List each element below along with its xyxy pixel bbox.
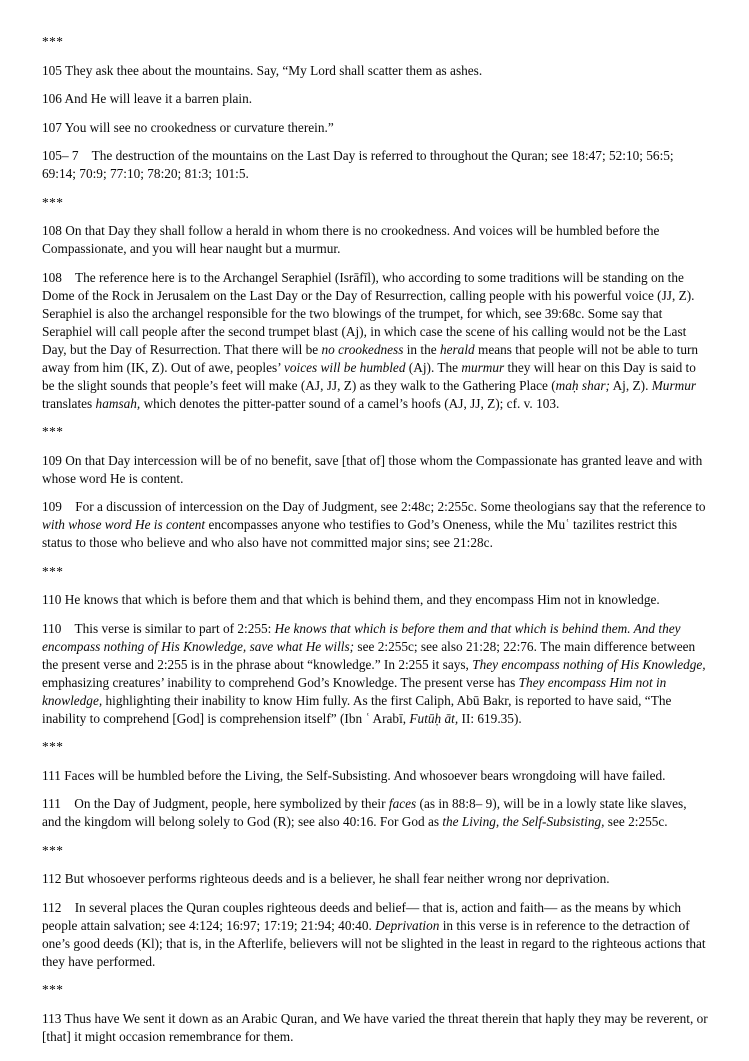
- text-run: 112 But whosoever performs righteous deeds and is a believer, he shall fear neither wrong nor deprivation.: [42, 871, 610, 886]
- text-run: 105– 7 The destruction of the mountains on the Last Day is referred to throughout the Quran; see 18:47; 52:10; 56:5; 69:14; 70:9; 77:10; 78:20; 81:3; 101:5.: [42, 148, 677, 181]
- italic-text-run: voices will be humbled: [283, 359, 406, 375]
- text-run: 105 They ask thee about the mountains. Say, “My Lord shall scatter them as ashes.: [42, 62, 483, 78]
- text-run: which denotes the pitter-patter sound of a camel’s hoofs (AJ, JJ, Z); cf. v. 103.: [140, 395, 560, 411]
- section-separator: [42, 842, 708, 860]
- text-run: see 2:255c.: [604, 814, 668, 829]
- italic-text-run: faces: [388, 796, 417, 811]
- italic-text-run: the Living, the Self-Subsisting,: [442, 814, 605, 829]
- text-run: emphasizing creatures’ inability to comprehend God’s Knowledge. The present verse has: [42, 656, 709, 690]
- text-run: ***: [42, 563, 64, 579]
- commentary-paragraph: [42, 620, 708, 728]
- italic-text-run: with whose word He is content: [42, 517, 206, 532]
- text-run: they will hear on this Day is said to be the slight sounds that people’s feet will make (AJ, JJ, Z) as they walk to the Gathering Place (: [42, 359, 700, 393]
- section-separator: [42, 981, 708, 999]
- section-separator: [42, 33, 708, 51]
- verse-paragraph: [42, 1010, 712, 1046]
- text-run: ***: [42, 424, 64, 439]
- italic-text-run: He knows that which is before them and that which is behind them. And they encompass nothing of His Knowledge, save what He wills;: [42, 620, 684, 654]
- italic-text-run: They encompass nothing of His Knowledge,: [472, 656, 706, 672]
- section-separator: [42, 563, 708, 581]
- text-run: 107 You will see no crookedness or curvature therein.”: [42, 119, 334, 135]
- commentary-paragraph: [42, 147, 708, 183]
- text-run: Aj, Z).: [609, 377, 652, 393]
- text-run: ***: [42, 982, 64, 997]
- verse-paragraph: [42, 591, 708, 609]
- italic-text-run: herald: [439, 341, 475, 357]
- verse-paragraph: [42, 90, 708, 108]
- text-run: 108 On that Day they shall follow a herald in whom there is no crookedness. And voices will be humbled before the Compassionate, and you will hear naught but a murmur.: [42, 223, 663, 256]
- text-run: II: 619.35).: [458, 710, 522, 726]
- commentary-paragraph: [42, 795, 708, 831]
- text-run: 110 He knows that which is before them and that which is behind them, and they encompass Him not in knowledge.: [42, 592, 660, 607]
- verse-paragraph: [42, 452, 708, 488]
- italic-text-run: hamsah,: [95, 395, 141, 411]
- verse-paragraph: [42, 767, 708, 785]
- text-run: 111 Faces will be humbled before the Living, the Self-Subsisting. And whosoever bears wrongdoing will have failed.: [42, 767, 666, 783]
- text-run: ***: [42, 194, 64, 210]
- text-run: in this verse is in reference to the detraction of one’s good deeds (Kl); that is, in the Afterlife, believers will not be slighted in the least in regard to the righteous actions that they have performed.: [42, 917, 709, 969]
- italic-text-run: They encompass Him not in knowledge,: [42, 674, 670, 708]
- text-run: highlighting their inability to know Him fully. As the first Caliph, Abū Bakr, is reported to have said, “The inability to comprehend [God] is comprehension itself” (Ibn ʿ Arabī,: [42, 692, 675, 726]
- commentary-paragraph: [42, 269, 708, 413]
- text-run: see 2:255c; see also 21:28; 22:76. The main difference between the present verse and 2:255 is in the phrase about “knowledge.” In 2:255 it says,: [42, 638, 699, 672]
- text-run: in the: [403, 341, 440, 357]
- commentary-paragraph: [42, 498, 708, 552]
- text-run: 110 This verse is similar to part of 2:255:: [42, 620, 275, 636]
- text-run: 106 And He will leave it a barren plain.: [42, 91, 253, 106]
- italic-text-run: Deprivation: [375, 917, 440, 933]
- text-run: 111 On the Day of Judgment, people, here symbolized by their: [42, 796, 389, 811]
- text-run: means that people will not be able to turn away from him (IK, Z). Out of awe, peoples’: [42, 341, 702, 375]
- italic-text-run: Futūḥ āt,: [409, 710, 459, 726]
- text-run: translates: [42, 377, 700, 411]
- italic-text-run: no crookedness: [321, 341, 404, 357]
- text-run: ***: [42, 842, 64, 858]
- verse-paragraph: [42, 870, 708, 888]
- verse-paragraph: [42, 119, 708, 137]
- verse-paragraph: [42, 62, 708, 80]
- text-run: (Aj). The: [405, 359, 462, 375]
- commentary-paragraph: [42, 899, 708, 971]
- section-separator: [42, 423, 708, 441]
- italic-text-run: maḥ shar;: [555, 377, 610, 393]
- text-run: 113 Thus have We sent it down as an Arabic Quran, and We have varied the threat therein that haply they may be reverent, or [that] it might occasion remembrance for them.: [42, 1010, 712, 1044]
- text-run: ***: [42, 739, 64, 754]
- text-run: 109 On that Day intercession will be of no benefit, save [that of] those whom the Compassionate has granted leave and with whose word He is content.: [42, 452, 706, 486]
- text-run: encompasses anyone who testifies to God’s Oneness, while the Muʿ tazilites restrict this status to those who believe and who also have not committed major sins; see 21:28c.: [42, 517, 681, 550]
- section-separator: [42, 738, 708, 756]
- italic-text-run: murmur: [461, 359, 505, 375]
- italic-text-run: Murmur: [651, 377, 697, 393]
- section-separator: [42, 194, 708, 212]
- text-run: 112 In several places the Quran couples righteous deeds and belief— that is, action and faith— as the means by which people attain salvation; see 4:124; 16:97; 17:19; 21:94; 40:40.: [42, 899, 685, 933]
- text-run: (as in 88:8– 9), will be in a lowly state like slaves, and the kingdom will belong solely to God (R); see also 40:16. For God as: [42, 796, 690, 829]
- text-run: ***: [42, 34, 64, 49]
- text-run: 108 The reference here is to the Archangel Seraphiel (Isrāfīl), who according to some traditions will be standing on the Dome of the Rock in Jerusalem on the Last Day or the Day of Resurrection, calling people with his powerful voice (JJ, Z). Seraphiel is also the archangel responsible for the two blowings of the trumpet, for which, see 39:68c. Some say that Seraphiel will call people after the second trumpet blast (Aj), in which case the scene of his calling would not be the Last Day, but the Day of Resurrection. That there will be: [42, 269, 698, 357]
- verse-paragraph: [42, 222, 708, 258]
- text-run: 109 For a discussion of intercession on the Day of Judgment, see 2:48c; 2:255c. Some theologians say that the reference to: [42, 499, 709, 514]
